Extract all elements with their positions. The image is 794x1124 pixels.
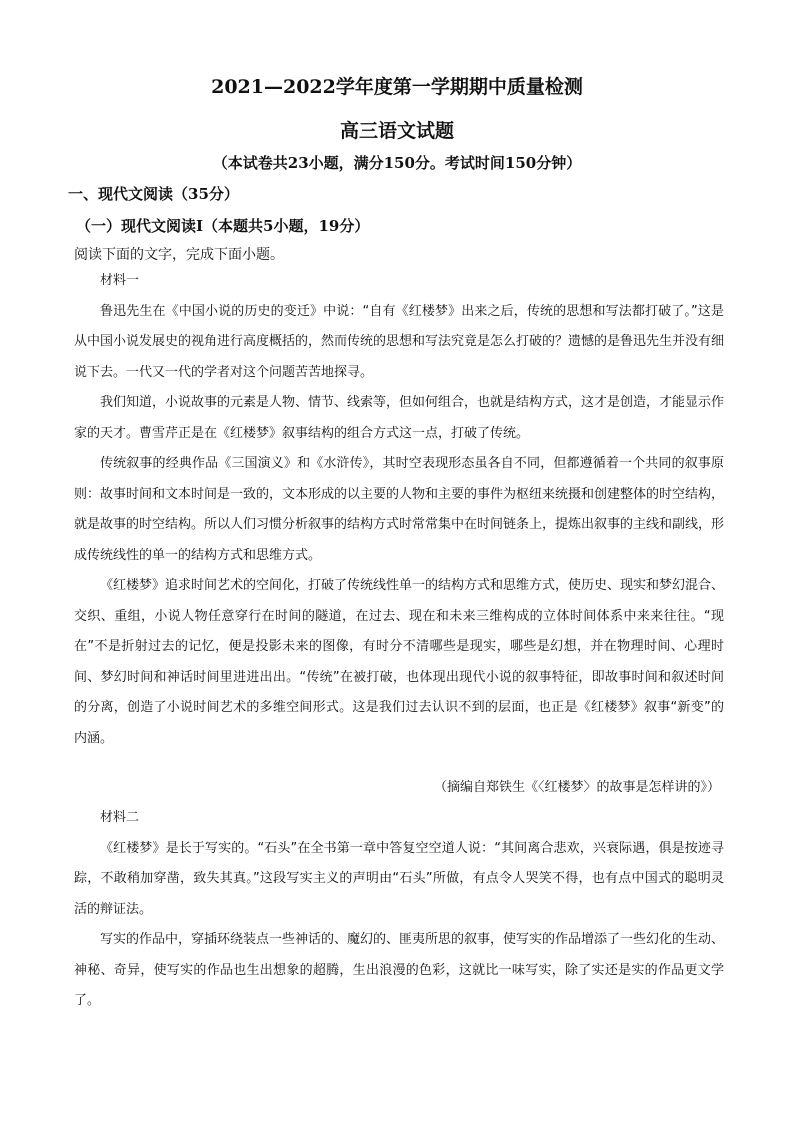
material-one-paragraph: 鲁迅先生在《中国小说的历史的变迁》中说：“自有《红楼梦》出来之后，传统的思想和写法都打破了。”这是从中国小说发展史的视角进行高度概括的，然而传统的思想和写法究竟是怎么打破的？遗憾的是鲁迅先生并没有细说下去。一代又一代的学者对这个问题苦苦地探寻。 [74, 303, 725, 380]
material-two-paragraph: 写实的作品中，穿插环绕装点一些神话的、魔幻的、匪夷所思的叙事，使写实的作品增添了一些幻化的生动、神秘、奇异，使写实的作品也生出想象的超腾，生出浪漫的色彩，这就比一味写实，除了实还是实的作品更文学了。 [74, 932, 725, 1008]
material-two-label: 材料二 [100, 810, 140, 825]
material-one-paragraph: 我们知道，小说故事的元素是人物、情节、线索等，但如何组合，也就是结构方式，这才是创造，才能显示作家的天才。曹雪芹正是在《红楼梦》叙事结构的组合方式这一点，打破了传统。 [74, 395, 725, 441]
material-two [74, 803, 724, 1017]
material-one-label: 材料一 [100, 273, 140, 288]
material-two-paragraph: 《红楼梦》是长于写实的。“石头”在全书第一章中答复空空道人说：“其间离合悲欢，兴衰际遇，俱是按迹寻踪，不敢稍加穿凿，致失其真。”这段写实主义的声明由“石头”所做，有点令人哭笑不得，也有点中国式的聪明灵活的辩证法。 [74, 840, 724, 917]
material-one-source: （摘编自郑铁生《〈红楼梦〉的故事是怎样讲的》） [433, 780, 720, 795]
reading-instruction: 阅读下面的文字，完成下面小题。 [74, 247, 284, 263]
material-one-paragraph: 《红楼梦》追求时间艺术的空间化，打破了传统线性单一的结构方式和思维方式，使历史、现实和梦幻混合、交织、重组，小说人物任意穿行在时间的隧道，在过去、现在和未来三维构成的立体时间体系中来来往往。“现在”不是折射过去的记忆，便是投影未来的图像，有时分不清哪些是现实，哪些是幻想，并在物理时间、心理时间、梦幻时间和神话时间里进进出出。“传统”在被打破，也体现出现代小说的叙事特征，即故事时间和叙述时间的分离，创造了小说时间艺术的多维空间形式。这是我们过去认识不到的层面，也正是《红楼梦》叙事“新变”的内涵。 [74, 578, 725, 746]
section-heading: 一、现代文阅读（35分） [68, 185, 239, 203]
exam-title: 2021—2022学年度第一学期期中质量检测 [211, 76, 583, 98]
exam-info: （本试卷共23小题，满分150分。考试时间150分钟） [212, 154, 582, 172]
section-subheading: （一）现代文阅读Ⅰ（本题共5小题，19分） [76, 217, 370, 235]
material-one-paragraph: 传统叙事的经典作品《三国演义》和《水浒传》，其时空表现形态虽各自不同，但都遵循着一个共同的叙事原则：故事时间和文本时间是一致的，文本形成的以主要的人物和主要的事件为枢纽来统摄和创建整体的时空结构，就是故事的时空结构。所以人们习惯分析叙事的结构方式时常常集中在时间链条上，提炼出叙事的主线和副线，形成传统线性的单一的结构方式和思维方式。 [74, 456, 725, 563]
exam-subtitle: 高三语文试题 [339, 120, 454, 142]
material-one [74, 266, 724, 754]
